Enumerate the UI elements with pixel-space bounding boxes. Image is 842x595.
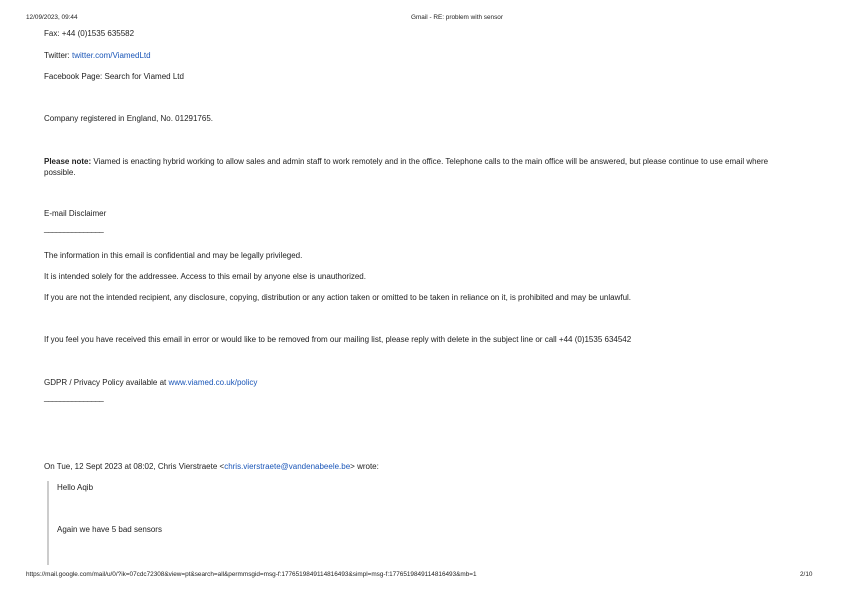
disclaimer-line-1: The information in this email is confidential and may be legally privileged. xyxy=(44,251,303,260)
quote-body: Again we have 5 bad sensors xyxy=(57,525,162,534)
reply-suffix: > wrote: xyxy=(350,462,379,471)
fax-line: Fax: +44 (0)1535 635582 xyxy=(44,29,135,38)
reply-prefix: On Tue, 12 Sept 2023 at 08:02, Chris Vierstraete < xyxy=(44,462,225,471)
disclaimer-line-3: If you are not the intended recipient, any disclosure, copying, distribution or any action taken or omitted to be taken in reliance on it, is prohibited and may be unlawful. xyxy=(44,293,632,302)
twitter-line xyxy=(44,51,151,61)
twitter-link[interactable]: twitter.com/ViamedLtd xyxy=(72,51,151,60)
gdpr-line xyxy=(44,378,257,388)
gdpr-label: GDPR / Privacy Policy available at xyxy=(44,378,169,387)
divider-1: _______________ xyxy=(44,224,104,233)
please-note-label: Please note: xyxy=(44,157,92,166)
print-title: Gmail - RE: problem with sensor xyxy=(411,14,503,21)
company-line: Company registered in England, No. 01291765. xyxy=(44,114,213,123)
quote-bar xyxy=(47,481,49,565)
facebook-line: Facebook Page: Search for Viamed Ltd xyxy=(44,72,184,81)
disclaimer-line-4: If you feel you have received this email in error or would like to be removed from our mailing list, please reply with delete in the subject line or call +44 (0)1535 634542 xyxy=(44,335,632,344)
twitter-label: Twitter: xyxy=(44,51,73,60)
quote-greeting: Hello Aqib xyxy=(57,483,94,492)
reply-attribution xyxy=(44,462,379,472)
disclaimer-line-2: It is intended solely for the addressee. Access to this email by anyone else is unauthorized. xyxy=(44,272,366,281)
divider-2: _______________ xyxy=(44,393,104,402)
please-note-paragraph xyxy=(44,156,784,178)
please-note-text: Viamed is enacting hybrid working to allow sales and admin staff to work remotely and in the office. Telephone calls to the main office will be answered, but please continue to use email where possible. xyxy=(44,157,769,177)
footer-page: 2/10 xyxy=(800,571,813,578)
print-datetime: 12/09/2023, 09:44 xyxy=(26,14,78,21)
gdpr-link[interactable]: www.viamed.co.uk/policy xyxy=(168,378,258,387)
footer-url: https://mail.google.com/mail/u/0/?ik=07cdc72308&view=pt&search=all&permmsgid=msg-f:1776519849114816493&simpl=msg-f:1776519849114816493&mb=1 xyxy=(26,571,477,578)
disclaimer-title: E-mail Disclaimer xyxy=(44,209,107,218)
sender-email-link[interactable]: chris.vierstraete@vandenabeele.be xyxy=(224,462,351,471)
